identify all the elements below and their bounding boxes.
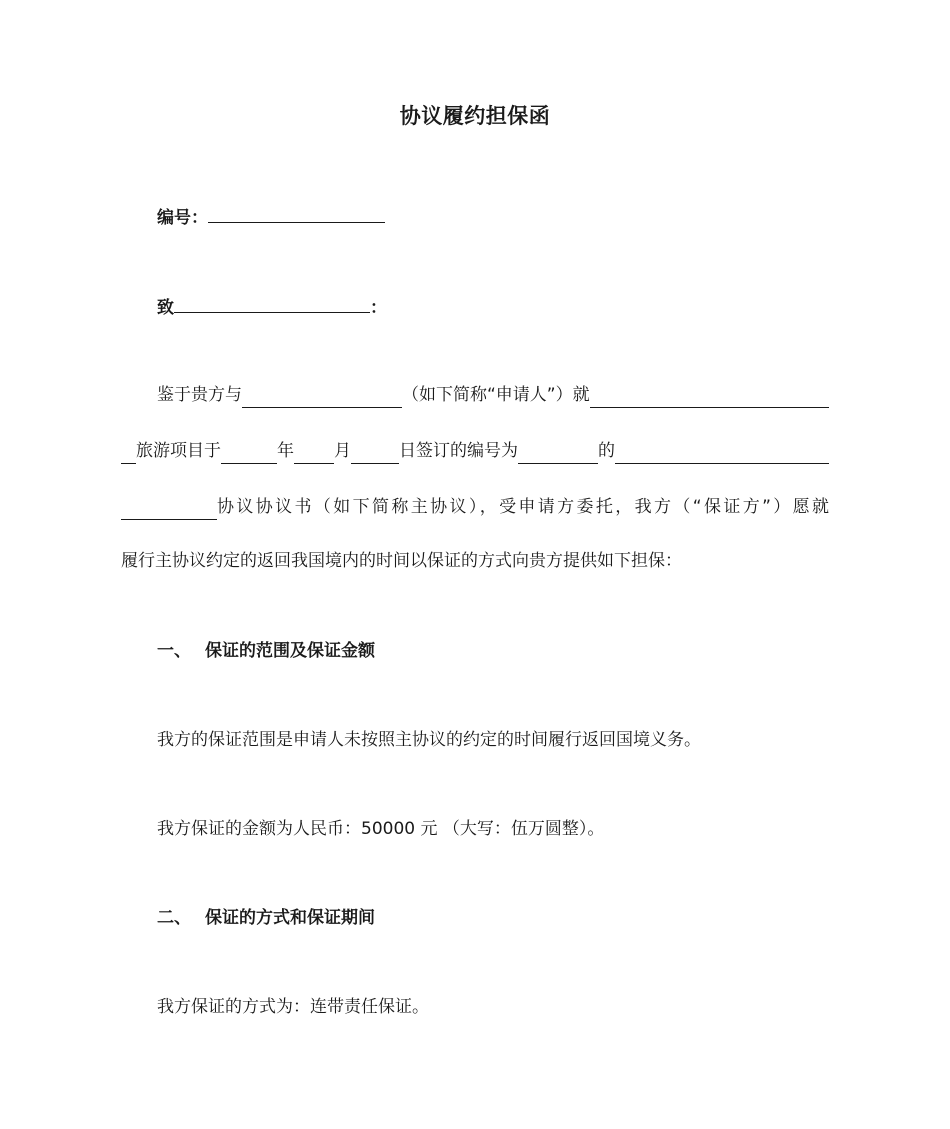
- document-title: 协议履约担保函: [399, 104, 551, 128]
- to-suffix: ：: [370, 298, 387, 318]
- intro-text: 年: [277, 441, 294, 461]
- intro-blank: [590, 389, 829, 408]
- intro-blank: [615, 445, 829, 464]
- intro-text: 协议协议书（如下简称主协议），受申请方委托，我方（“保证方”）愿就: [217, 497, 829, 517]
- intro-text: 旅游项目于: [136, 441, 221, 461]
- intro-blank: [221, 445, 277, 464]
- section-1-para-1: 我方的保证范围是申请人未按照主协议的约定的时间履行返回国境义务。: [157, 730, 701, 750]
- section-title: 保证的方式和保证期间: [205, 908, 375, 928]
- intro-text: 日签订的编号为: [399, 441, 518, 461]
- section-2-heading: [157, 905, 375, 931]
- intro-line-3: [121, 494, 829, 520]
- intro-text: 履行主协议约定的返回我国境内的时间以保证的方式向贵方提供如下担保：: [121, 551, 682, 571]
- intro-blank: [518, 445, 598, 464]
- addressee-blank: [174, 294, 370, 313]
- intro-text: 鉴于贵方与: [157, 385, 242, 405]
- section-2-para-1: 我方保证的方式为：连带责任保证。: [157, 997, 429, 1017]
- intro-line-2: [121, 438, 829, 464]
- number-blank: [208, 204, 385, 223]
- section-number: 一、: [157, 641, 191, 661]
- section-1-heading: [157, 638, 375, 664]
- to-label: 致: [157, 298, 174, 318]
- intro-blank: [242, 389, 402, 408]
- intro-blank: [294, 445, 334, 464]
- intro-text: 的: [598, 441, 615, 461]
- section-number: 二、: [157, 908, 191, 928]
- section-1-para-2: 我方保证的金额为人民币：50000 元 （大写：伍万圆整）。: [157, 819, 605, 839]
- intro-line-4: [121, 548, 682, 574]
- intro-text: （如下简称“申请人”）就: [402, 385, 590, 405]
- intro-text: 月: [334, 441, 351, 461]
- number-label: 编号：: [157, 208, 208, 228]
- number-line: [157, 204, 385, 231]
- intro-blank: [121, 501, 217, 520]
- intro-line-1: [157, 382, 829, 408]
- intro-blank: [121, 445, 136, 464]
- addressee-line: [157, 294, 387, 321]
- intro-paragraph: [121, 382, 829, 582]
- intro-blank: [351, 445, 399, 464]
- section-title: 保证的范围及保证金额: [205, 641, 375, 661]
